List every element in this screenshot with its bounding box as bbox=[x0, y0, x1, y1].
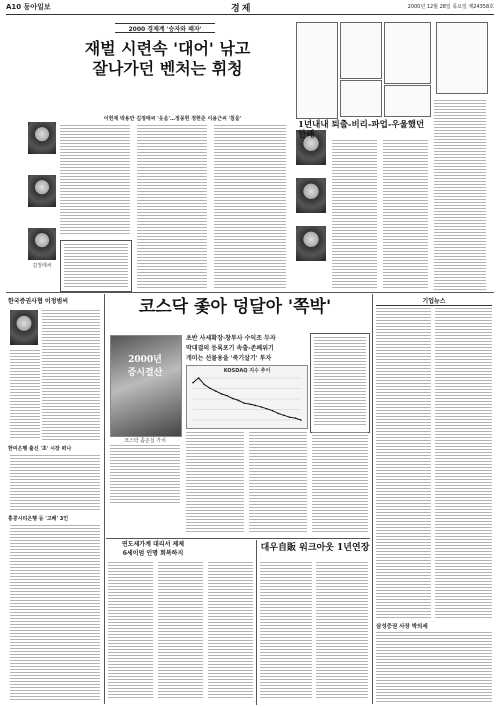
article-text bbox=[208, 562, 253, 700]
column-divider bbox=[372, 294, 373, 704]
info-table bbox=[60, 240, 132, 292]
data-point bbox=[255, 405, 257, 407]
photo-caption: 코스닥 좀손실 가치 bbox=[124, 438, 166, 444]
cartoon-illustration bbox=[296, 22, 338, 119]
column-divider bbox=[104, 294, 105, 704]
dateline: 2000년 12월 28일 목요일 제24358호 bbox=[407, 4, 494, 10]
daewoo-headline: 대우自販 워크아웃 1년연장 bbox=[260, 543, 370, 553]
column-title: 기업뉴스 bbox=[376, 296, 492, 306]
data-point bbox=[249, 403, 251, 405]
article-text bbox=[376, 308, 431, 618]
article-text bbox=[383, 140, 428, 290]
story-subhead: 이헌재 박용만 김정태씨 '웃음'…정몽헌 정현준 이용근씨 '침울' bbox=[103, 116, 242, 122]
article-text bbox=[42, 310, 100, 440]
article-text bbox=[249, 432, 307, 532]
article-text bbox=[332, 140, 377, 290]
photo-caption: 김정태씨 bbox=[32, 263, 52, 269]
photo-label-2: 증시결산 bbox=[127, 368, 163, 378]
article-text bbox=[137, 125, 207, 290]
cartoon-illustration bbox=[340, 80, 382, 117]
cartoon-illustration bbox=[384, 22, 431, 84]
kosdaq-chart bbox=[186, 365, 308, 429]
data-point bbox=[283, 415, 285, 417]
column-title: 한국증권사협 이정범씨 bbox=[8, 298, 69, 305]
photo-label-1: 2000년 bbox=[128, 355, 162, 365]
article-text bbox=[10, 455, 100, 510]
section-title: 경제 bbox=[231, 4, 253, 14]
article-text bbox=[434, 100, 486, 290]
data-point bbox=[226, 395, 228, 397]
cartoon-headline: 1년내내 퇴출-비리-파업-우울했던 한해 bbox=[298, 120, 425, 140]
portrait-photo bbox=[296, 226, 326, 261]
data-point bbox=[300, 419, 302, 421]
article-text bbox=[10, 525, 100, 700]
data-point bbox=[192, 382, 194, 384]
article-text bbox=[376, 632, 492, 702]
data-point bbox=[289, 416, 291, 418]
data-point bbox=[295, 417, 297, 419]
data-point bbox=[238, 400, 240, 402]
page-header bbox=[6, 2, 494, 15]
bottom-headline-1: 연도세가계 대리서 제제 bbox=[121, 541, 185, 548]
cartoon-illustration bbox=[340, 22, 382, 79]
portrait-photo bbox=[296, 178, 326, 213]
data-point bbox=[260, 406, 262, 408]
article-text bbox=[312, 432, 368, 532]
section-divider bbox=[106, 538, 370, 539]
kosdaq-subhead-2: 막대결의 등록포기 속출-존폐위기 bbox=[186, 345, 274, 352]
data-point bbox=[198, 377, 200, 379]
column-subtitle: 삼성증권 사장 박의세 bbox=[376, 624, 428, 630]
data-point bbox=[266, 408, 268, 410]
article-text bbox=[158, 562, 203, 700]
kosdaq-subhead-3: 개미는 선물용을 '죽기살기' 투자 bbox=[186, 355, 272, 362]
article-text bbox=[260, 562, 312, 700]
market-photo bbox=[110, 335, 182, 437]
portrait-photo bbox=[10, 310, 38, 345]
article-text bbox=[60, 125, 130, 235]
data-point bbox=[277, 413, 279, 415]
article-text bbox=[435, 308, 492, 618]
bottom-headline-2: 6세이엄 인명 회복하지 bbox=[122, 550, 184, 557]
article-text bbox=[10, 350, 40, 440]
portrait-photo bbox=[28, 175, 56, 207]
section-divider bbox=[6, 292, 494, 293]
story-headline-2: 잘나가던 벤처는 휘청 bbox=[92, 59, 243, 78]
story-kicker: 2000 경제계 '승자와 패자' bbox=[115, 23, 215, 33]
data-point bbox=[221, 393, 223, 395]
data-point bbox=[209, 387, 211, 389]
kosdaq-headline: 코스닥 좇아 덩달아 '쪽박' bbox=[138, 297, 332, 317]
story-headline-1: 재벌 시련속 '대어' 낚고 bbox=[84, 39, 251, 58]
page-number: A10 동아일보 bbox=[6, 3, 51, 11]
kosdaq-line-chart bbox=[189, 374, 305, 424]
cartoon-illustration bbox=[436, 22, 488, 94]
article-text bbox=[316, 562, 368, 700]
portrait-photo bbox=[28, 122, 56, 154]
article-text bbox=[214, 125, 286, 290]
article-text bbox=[108, 562, 153, 700]
data-point bbox=[232, 398, 234, 400]
cartoon-illustration bbox=[384, 85, 431, 117]
column-subtitle: 한미은행 출신 '초' 시장 떠나 bbox=[8, 446, 72, 452]
article-text bbox=[110, 445, 180, 505]
stats-table bbox=[310, 333, 370, 433]
data-point bbox=[204, 384, 206, 386]
column-divider bbox=[256, 540, 257, 705]
article-text bbox=[186, 432, 244, 532]
data-point bbox=[272, 410, 274, 412]
kosdaq-subhead-1: 초반 사세확장·창투사 수익조 두자 bbox=[186, 335, 276, 342]
data-point bbox=[243, 402, 245, 404]
chart-title: KOSDAQ 지수 추이 bbox=[223, 368, 271, 374]
data-point bbox=[215, 390, 217, 392]
column-subtitle: 홍콩시티은행 등 '고배' 3인 bbox=[8, 516, 69, 522]
portrait-photo bbox=[28, 228, 56, 260]
